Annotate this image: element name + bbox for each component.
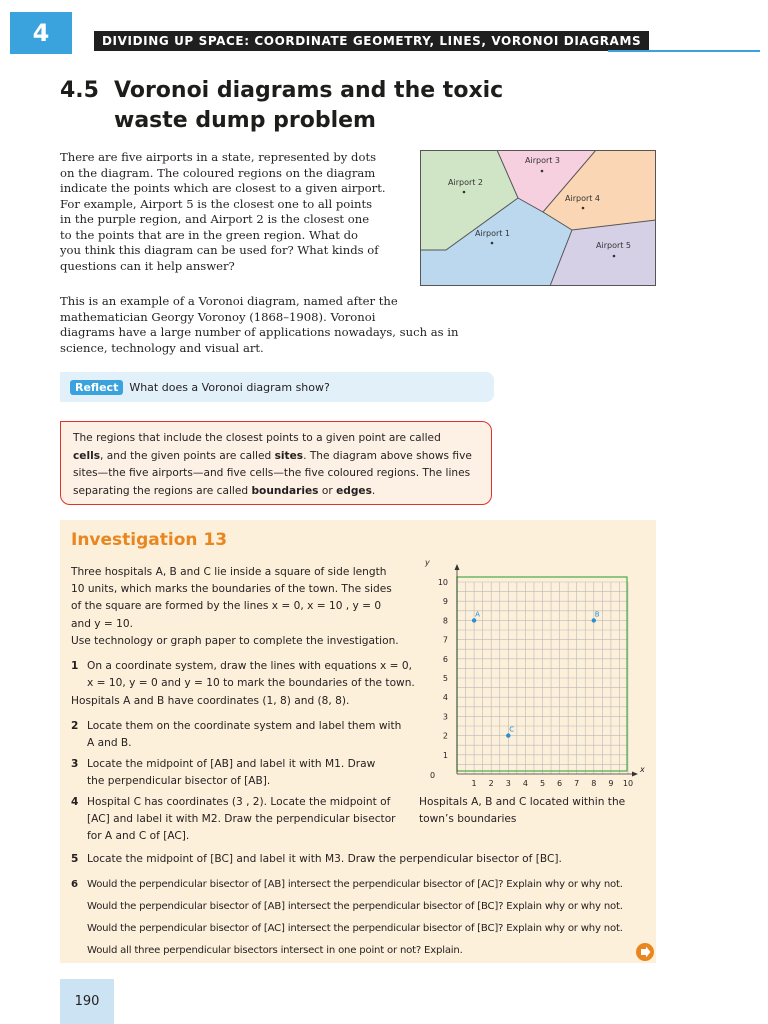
airport-4-dot <box>582 207 585 210</box>
definition-line <box>73 448 479 466</box>
step-text: Locate the midpoint of [BC] and label it with M3. Draw the perpendicular bisector of [BC]. <box>87 853 562 865</box>
text-line: you think this diagram can be used for? What kinds of <box>60 243 379 257</box>
caption-line: town’s boundaries <box>419 813 517 825</box>
hospital-label-b: B <box>594 610 600 619</box>
x-tick-label: 6 <box>557 779 563 788</box>
x-tick-label: 10 <box>622 779 634 788</box>
x-tick-label: 4 <box>522 779 528 788</box>
step-number: 5 <box>71 853 79 865</box>
x-tick-label: 7 <box>574 779 580 788</box>
airport-2-label: Airport 2 <box>448 178 484 187</box>
section-number: 4.5 <box>60 78 99 103</box>
definition-line: The regions that include the closest points to a given point are called <box>73 432 441 444</box>
coordinate-grid <box>412 560 648 796</box>
step-text: [AC] and label it with M2. Draw the perpendicular bisector <box>87 813 396 826</box>
text-line: mathematician Georgy Voronoy (1868–1908). Voronoi <box>60 309 376 324</box>
x-tick-label: 8 <box>591 779 597 788</box>
caption-line: Hospitals A, B and C located within the <box>419 796 626 808</box>
text-line: and y = 10. <box>71 617 134 630</box>
step-number: 4 <box>71 796 79 808</box>
graph-caption <box>419 794 639 828</box>
reflect-badge: Reflect <box>70 380 123 395</box>
chapter-number: 4 <box>32 19 50 47</box>
x-axis-label: x <box>640 765 645 774</box>
text-line: Use technology or graph paper to complete the investigation. <box>71 634 399 647</box>
x-tick-label: 1 <box>471 779 477 788</box>
chapter-title-bar: DIVIDING UP SPACE: COORDINATE GEOMETRY, LINES, VORONOI DIAGRAMS <box>94 31 649 51</box>
step-5 <box>71 851 651 868</box>
text-line: This is an example of a Voronoi diagram, named after the <box>60 294 398 308</box>
step-number: 3 <box>71 758 79 770</box>
step-text: Would the perpendicular bisector of [AC] intersect the perpendicular bisector of [BC]? Explain why or why not. <box>87 923 623 934</box>
step-text: for A and C of [AC]. <box>87 830 190 843</box>
airport-1-label: Airport 1 <box>475 229 511 238</box>
hospital-label-c: C <box>509 725 515 734</box>
airport-5-label: Airport 5 <box>596 241 632 250</box>
section-title-line1: Voronoi diagrams and the toxic <box>114 78 504 103</box>
text-line: questions can it help answer? <box>60 258 235 273</box>
y-tick-label: 5 <box>442 674 448 683</box>
step-4 <box>71 794 416 846</box>
y-tick-label: 2 <box>442 731 448 741</box>
definition-line: sites—the five airports—and five cells—the five coloured regions. The lines <box>73 467 471 479</box>
definition-box <box>60 421 492 505</box>
step-2 <box>71 718 416 752</box>
definition-text: . <box>371 484 376 497</box>
y-tick-label: 1 <box>442 750 448 760</box>
text-line: diagrams have a large number of applications nowadays, such as in <box>60 325 459 339</box>
step-text: On a coordinate system, draw the lines with equations x = 0, <box>87 660 413 672</box>
x-tick-label: 2 <box>488 779 494 788</box>
step-text: Locate them on the coordinate system and label them with <box>87 720 402 732</box>
voronoi-diagram <box>420 150 656 286</box>
y-axis-label: y <box>425 560 430 567</box>
term-edges: edges <box>336 484 372 497</box>
text-line: of the square are formed by the lines x = 0, x = 10 , y = 0 <box>71 600 382 613</box>
step-number: 2 <box>71 720 79 732</box>
y-tick-label: 4 <box>442 693 448 703</box>
y-tick-label: 3 <box>442 712 448 722</box>
y-tick-label: 6 <box>442 654 448 664</box>
reflect-bar <box>60 372 494 402</box>
airport-2-dot <box>463 191 466 194</box>
step-1 <box>71 658 416 692</box>
chapter-number-badge <box>10 12 72 54</box>
x-tick-label: 5 <box>539 779 546 788</box>
step-text: Locate the midpoint of [AB] and label it with M1. Draw <box>87 758 376 770</box>
investigation-title: Investigation 13 <box>71 530 228 550</box>
reflect-question: What does a Voronoi diagram show? <box>129 380 330 394</box>
text-line: in the purple region, and Airport 2 is the closest one <box>60 212 370 226</box>
hospital-label-a: A <box>475 610 480 619</box>
text-line: There are five airports in a state, represented by dots <box>60 150 377 164</box>
definition-text: separating the regions are called <box>73 484 252 497</box>
airport-4-label: Airport 4 <box>565 194 601 203</box>
text-line: Three hospitals A, B and C lie inside a square of side length <box>71 566 387 578</box>
continue-arrow-icon[interactable] <box>636 943 654 961</box>
airport-3-label: Airport 3 <box>525 156 561 165</box>
step-text: A and B. <box>87 737 132 750</box>
airport-1-dot <box>491 242 494 245</box>
definition-text: or <box>318 484 337 497</box>
text-line: science, technology and visual art. <box>60 340 264 355</box>
text-line: on the diagram. The coloured regions on the diagram <box>60 165 376 180</box>
definition-text: , and the given points are called <box>100 449 275 462</box>
investigation-panel <box>60 520 656 963</box>
step-text: the perpendicular bisector of [AB]. <box>87 775 271 788</box>
y-tick-label: 8 <box>442 616 448 626</box>
airport-3-dot <box>541 170 544 173</box>
hospital-point-c <box>506 733 510 737</box>
step-6 <box>71 874 653 962</box>
definition-line <box>73 483 479 501</box>
term-sites: sites <box>274 449 304 462</box>
text-line: For example, Airport 5 is the closest one to all points <box>60 196 373 211</box>
step-text: Would all three perpendicular bisectors intersect in one point or not? Explain. <box>87 945 463 956</box>
hospital-point-b <box>592 618 596 622</box>
section-title <box>60 76 503 136</box>
section-title-line2: waste dump problem <box>114 108 376 133</box>
intro-paragraph-2 <box>60 294 470 356</box>
x-tick-label: 3 <box>505 779 511 788</box>
x-axis-arrow <box>632 772 638 777</box>
definition-text: . The diagram above shows five <box>303 449 472 462</box>
page-number-tab <box>60 979 114 1024</box>
y-tick-label: 7 <box>442 635 448 645</box>
text-line: to the points that are in the green region. What do <box>60 227 359 242</box>
hospitals-ab-text: Hospitals A and B have coordinates (1, 8) and (8, 8). <box>71 695 350 707</box>
y-tick-label: 10 <box>437 578 448 587</box>
step-3 <box>71 756 416 790</box>
text-line: 10 units, which marks the boundaries of the town. The sides <box>71 583 392 596</box>
airport-5-dot <box>613 255 616 258</box>
step-text: Would the perpendicular bisector of [AB] intersect the perpendicular bisector of [AC]? Explain why or why not. <box>87 879 623 890</box>
investigation-intro <box>71 564 411 650</box>
origin-label: 0 <box>430 771 436 780</box>
step-text: x = 10, y = 0 and y = 10 to mark the boundaries of the town. <box>87 677 415 690</box>
hospital-point-a <box>472 618 476 622</box>
y-tick-label: 9 <box>442 597 448 607</box>
step-number: 6 <box>71 879 78 890</box>
y-axis-arrow <box>455 564 460 570</box>
step-number: 1 <box>71 660 79 672</box>
intro-paragraph-1 <box>60 150 400 274</box>
term-boundaries: boundaries <box>251 484 319 497</box>
term-cells: cells <box>73 449 101 462</box>
step-text: Hospital C has coordinates (3 , 2). Locate the midpoint of <box>87 796 391 808</box>
text-line: indicate the points which are closest to a given airport. <box>60 181 386 195</box>
header-rule <box>608 50 760 52</box>
page-number: 190 <box>74 994 100 1009</box>
step-text: Would the perpendicular bisector of [AB] intersect the perpendicular bisector of [BC]? Explain why or why not. <box>87 901 623 912</box>
x-tick-label: 9 <box>608 779 614 788</box>
